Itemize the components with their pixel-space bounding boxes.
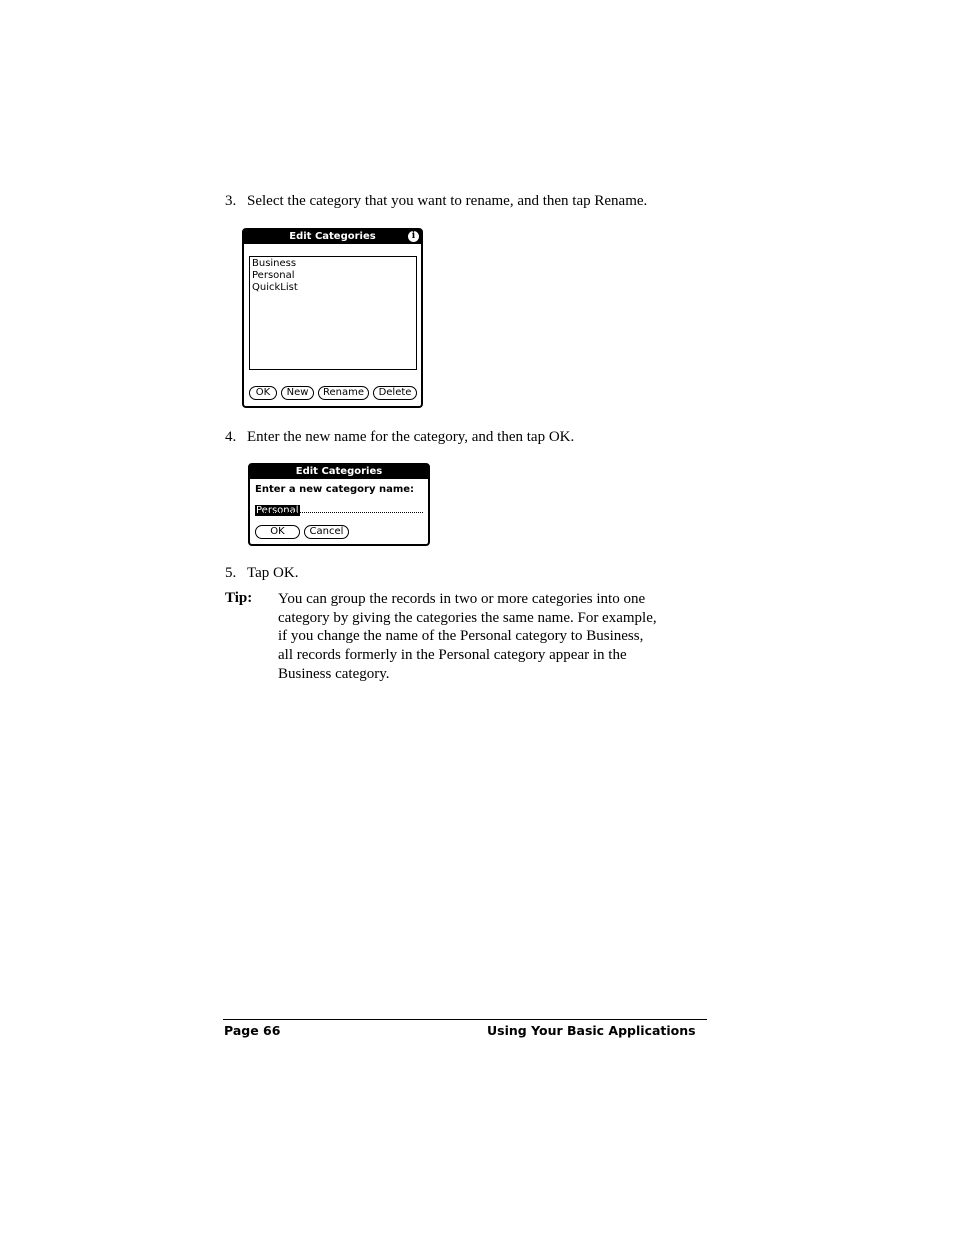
- cancel-button[interactable]: Cancel: [304, 525, 349, 539]
- tip-line: all records formerly in the Personal category appear in the: [278, 647, 627, 664]
- step-text: Select the category that you want to rename, and then tap Rename.: [247, 193, 648, 209]
- step-number: 3.: [225, 193, 237, 209]
- dialog-title: Edit Categories: [289, 231, 376, 242]
- page-number: Page 66: [224, 1023, 281, 1038]
- delete-button[interactable]: Delete: [373, 386, 417, 400]
- info-icon[interactable]: i: [408, 231, 419, 242]
- tip-line: if you change the name of the Personal category to Business,: [278, 628, 644, 645]
- new-button[interactable]: New: [281, 386, 314, 400]
- tip-line: category by giving the categories the same name. For example,: [278, 609, 657, 626]
- tip-line: Business category.: [278, 665, 390, 682]
- step-3: [225, 192, 725, 212]
- category-name-prompt: Enter a new category name:: [255, 484, 415, 495]
- step-text: Tap OK.: [247, 565, 299, 581]
- dialog-title-bar: [250, 465, 428, 479]
- edit-categories-dialog: [242, 228, 423, 408]
- list-item[interactable]: Business: [252, 258, 297, 269]
- input-underline: [255, 512, 423, 513]
- step-number: 4.: [225, 429, 237, 445]
- list-item[interactable]: Personal: [252, 270, 295, 281]
- list-item[interactable]: QuickList: [252, 282, 298, 293]
- rename-button[interactable]: Rename: [318, 386, 369, 400]
- step-text: Enter the new name for the category, and then tap OK.: [247, 429, 575, 445]
- step-5: [225, 564, 725, 584]
- tip-line: You can group the records in two or more categories into one: [278, 591, 646, 607]
- ok-button[interactable]: OK: [255, 525, 300, 539]
- footer-divider: [223, 1019, 707, 1020]
- ok-button[interactable]: OK: [249, 386, 277, 400]
- category-name-value: Personal: [256, 505, 299, 516]
- section-title: Using Your Basic Applications: [487, 1023, 696, 1038]
- tip-body: [278, 590, 708, 684]
- rename-category-dialog: [248, 463, 430, 546]
- dialog-title-bar: [244, 230, 421, 244]
- dialog-title: Edit Categories: [295, 466, 383, 477]
- category-list[interactable]: [249, 256, 417, 370]
- tip-label: Tip:: [225, 590, 253, 606]
- step-4: [225, 428, 725, 448]
- step-number: 5.: [225, 565, 237, 581]
